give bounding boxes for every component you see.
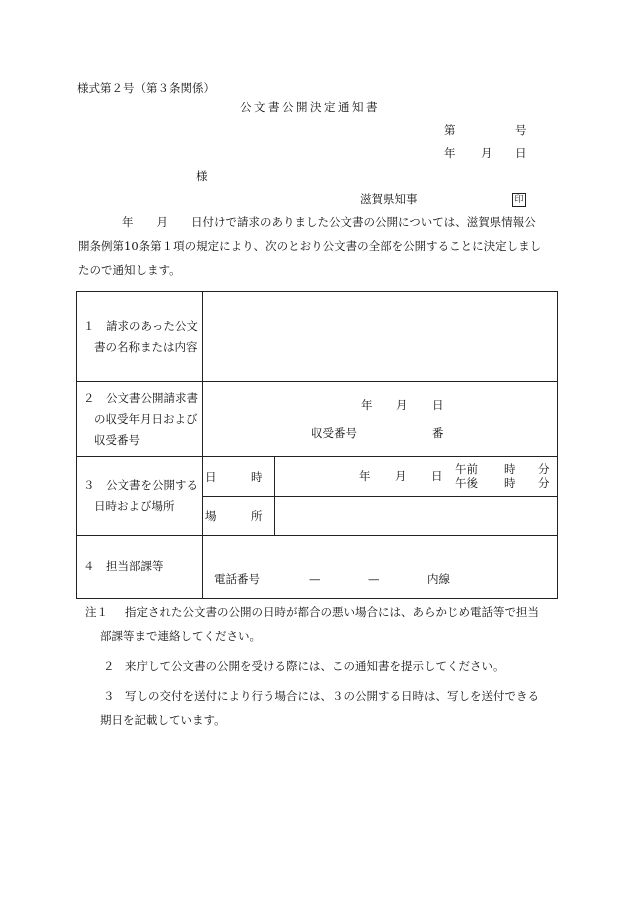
row4-label: ４ 担当部課等 [77,536,203,599]
seal-mark: 印 [512,193,526,207]
row3-place-label: 場 所 [203,497,275,536]
row3-datetime-label: 日 時 [203,457,275,497]
row4-phone-dash-1: — [309,572,321,586]
body-line-1: 年 月 日付けで請求のありました公文書の公開については、滋賀県情報公 [122,215,536,229]
row1-label-line1: １ 請求のあった公文 [83,318,198,333]
row3-day: 日 [431,469,443,483]
row3-place-value [275,497,558,536]
row4-phone-label: 電話番号 [214,572,260,586]
row3-am-hour: 時 [504,462,516,476]
row2-label-line3: 収受番号 [94,432,140,447]
row3-label-line2: 日時および場所 [94,499,175,513]
note-line: 指定された公文書の公開の日時が都合の悪い場合には、あらかじめ電話等で担当 [125,605,539,619]
row2-label-line2: の収受年月日および [94,411,198,426]
note-mark: ３ [103,689,115,703]
note-line: 写しの交付を送付により行う場合には、３の公開する日時は、写しを送付できる [125,689,539,703]
notes-section [85,600,555,738]
row2-receipt-ban: 番 [432,426,444,440]
row2-month: 月 [396,398,408,412]
body-paragraph [78,210,558,282]
table-row [77,457,558,497]
note-item [85,600,555,648]
row3-year: 年 [359,469,371,483]
table-row [77,292,558,382]
row2-label [77,382,203,457]
row1-value [203,292,558,382]
row3-pm-hour: 時 [504,476,516,490]
row3-month: 月 [395,469,407,483]
date-month: 月 [481,146,493,160]
row1-label [77,292,203,382]
date-day: 日 [515,146,527,160]
row2-day: 日 [432,398,444,412]
row3-label-line1: ３ 公文書を公開する [83,478,198,492]
form-number: 様式第２号（第３条関係） [77,81,215,95]
row3-pm-minute: 分 [538,476,550,490]
row2-value [203,382,558,457]
addressee-suffix: 様 [196,169,208,183]
note-mark: ２ [103,659,115,673]
row3-am-minute: 分 [538,462,550,476]
note-item [85,654,555,678]
note-mark: 注１ [85,605,108,619]
note-line: 期日を記載しています。 [100,713,226,727]
table-row [77,382,558,457]
issuer-name: 滋賀県知事 [360,192,418,206]
document-title: 公文書公開決定通知書 [240,100,380,114]
note-item [85,684,555,732]
row3-pm: 午後 [455,476,478,490]
doc-number-dai: 第 [444,123,456,137]
row3-datetime-value [275,457,558,497]
row4-phone-ext: 内線 [427,572,450,586]
body-line-3: たので通知します。 [78,263,181,277]
disclosure-form-table [76,291,558,599]
body-line-2: 開条例第10条第１項の規定により、次のとおり公文書の全部を公開することに決定しまし [78,239,542,253]
row2-receipt-label: 収受番号 [311,426,357,440]
row4-phone-dash-2: — [368,572,380,586]
row3-am: 午前 [455,462,478,476]
row2-year: 年 [361,398,373,412]
row2-label-line1: ２ 公文書公開請求書 [83,390,198,405]
table-row [77,536,558,599]
note-line: 来庁して公文書の公開を受ける際には、この通知書を提示してください。 [125,659,505,673]
note-line: 部課等まで連絡してください。 [100,629,261,643]
row1-label-line2: 書の名称または内容 [94,339,198,354]
doc-number-go: 号 [515,123,527,137]
row4-value [203,536,558,599]
date-year: 年 [444,146,456,160]
row3-label [77,457,203,536]
